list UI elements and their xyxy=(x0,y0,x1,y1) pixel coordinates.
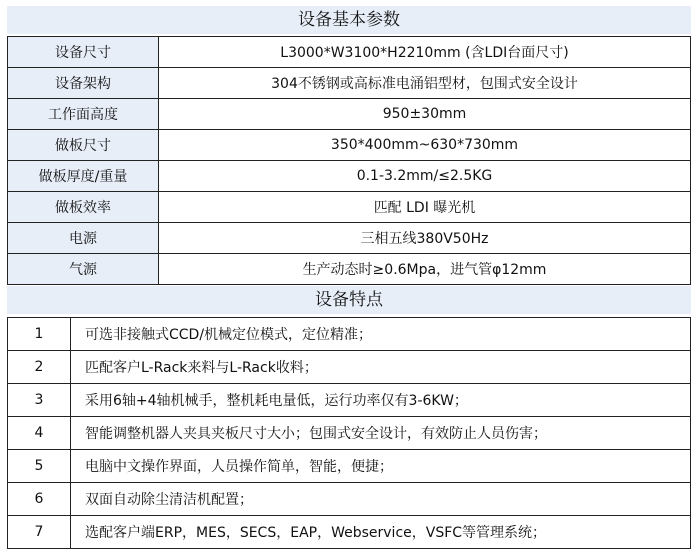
spec-row xyxy=(8,37,691,68)
spec-label: 设备尺寸 xyxy=(8,37,159,68)
spec-label: 设备架构 xyxy=(8,68,159,99)
feature-row xyxy=(8,516,691,549)
spec-row xyxy=(8,161,691,192)
spec-label: 工作面高度 xyxy=(8,99,159,130)
feature-text: 电脑中文操作界面，人员操作简单，智能，便捷； xyxy=(71,450,691,483)
specs-table xyxy=(7,36,691,285)
spec-row xyxy=(8,68,691,99)
spec-row xyxy=(8,130,691,161)
feature-text: 智能调整机器人夹具夹板尺寸大小；包围式安全设计，有效防止人员伤害； xyxy=(71,417,691,450)
features-table-body xyxy=(8,318,691,549)
feature-number: 5 xyxy=(8,450,71,483)
spec-row xyxy=(8,254,691,285)
spec-label: 气源 xyxy=(8,254,159,285)
spec-row xyxy=(8,223,691,254)
features-table xyxy=(7,317,691,549)
spec-label: 做板效率 xyxy=(8,192,159,223)
feature-row xyxy=(8,450,691,483)
specs-table-body xyxy=(8,37,691,285)
spec-value: 匹配 LDI 曝光机 xyxy=(159,192,691,223)
feature-text: 匹配客户L-Rack来料与L-Rack收料； xyxy=(71,351,691,384)
features-title: 设备特点 xyxy=(7,286,691,314)
spec-label: 电源 xyxy=(8,223,159,254)
feature-number: 4 xyxy=(8,417,71,450)
spec-value: L3000*W3100*H2210mm (含LDI台面尺寸) xyxy=(159,37,691,68)
spec-label: 做板厚度/重量 xyxy=(8,161,159,192)
feature-number: 1 xyxy=(8,318,71,351)
feature-row xyxy=(8,417,691,450)
feature-number: 6 xyxy=(8,483,71,516)
spec-label: 做板尺寸 xyxy=(8,130,159,161)
feature-row xyxy=(8,483,691,516)
spec-value: 三相五线380V50Hz xyxy=(159,223,691,254)
feature-text: 选配客户端ERP，MES，SECS，EAP，Webservice，VSFC等管理系统； xyxy=(71,516,691,549)
spec-value: 304不锈钢或高标准电涌铝型材，包围式安全设计 xyxy=(159,68,691,99)
spec-row xyxy=(8,192,691,223)
spec-value: 350*400mm~630*730mm xyxy=(159,130,691,161)
feature-text: 采用6轴+4轴机械手，整机耗电量低，运行功率仅有3-6KW； xyxy=(71,384,691,417)
specs-title: 设备基本参数 xyxy=(7,6,691,34)
spec-value: 0.1-3.2mm/≤2.5KG xyxy=(159,161,691,192)
spec-value: 950±30mm xyxy=(159,99,691,130)
feature-row xyxy=(8,384,691,417)
feature-number: 2 xyxy=(8,351,71,384)
spec-row xyxy=(8,99,691,130)
feature-number: 7 xyxy=(8,516,71,549)
spec-value: 生产动态时≥0.6Mpa，进气管φ12mm xyxy=(159,254,691,285)
feature-number: 3 xyxy=(8,384,71,417)
feature-row xyxy=(8,318,691,351)
feature-text: 可选非接触式CCD/机械定位模式，定位精准； xyxy=(71,318,691,351)
feature-row xyxy=(8,351,691,384)
feature-text: 双面自动除尘清洁机配置； xyxy=(71,483,691,516)
